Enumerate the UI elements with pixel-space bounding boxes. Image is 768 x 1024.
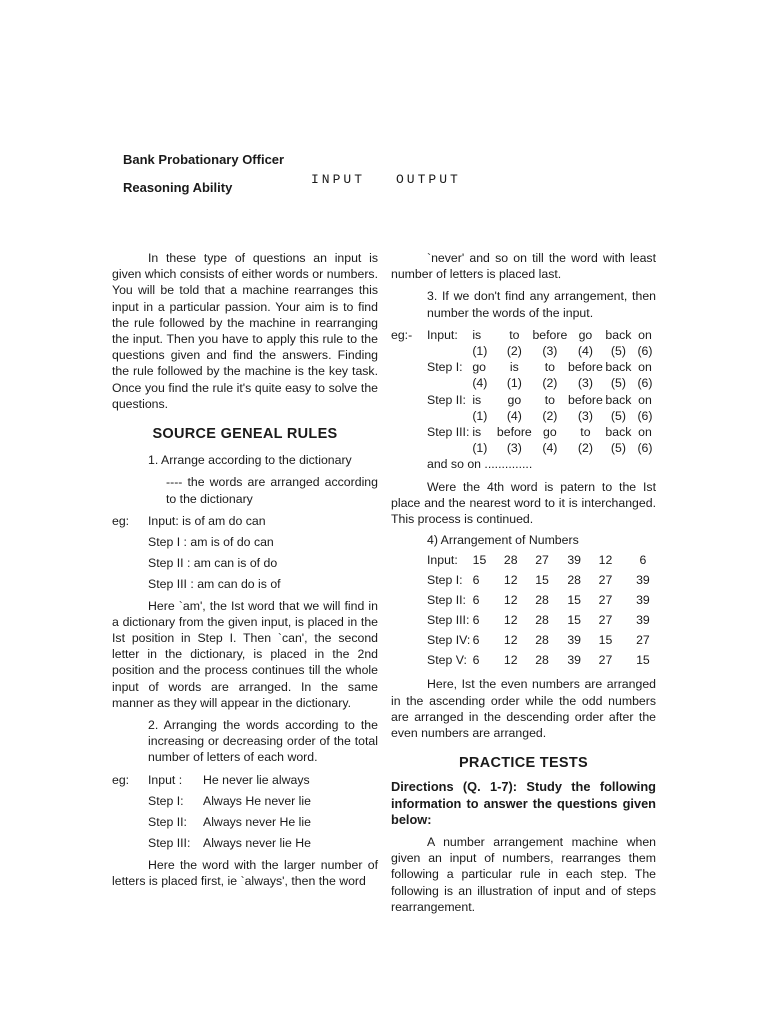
value-cell: 27 [598, 593, 613, 608]
value-cell: 28 [503, 553, 518, 568]
row-label-cell [427, 440, 472, 456]
value-cell: is [509, 360, 519, 375]
eg1-label: eg: [112, 513, 130, 528]
eg2-key: Input : [148, 772, 183, 787]
value-cell: (6) [637, 344, 653, 359]
word-table-row [427, 424, 656, 440]
eg2-row [112, 814, 378, 830]
row-label-cell: Step III: [427, 425, 470, 440]
word-table-row [427, 343, 656, 359]
value-cell: 28 [535, 653, 549, 668]
value-cell: 28 [535, 633, 549, 648]
continuation-paragraph: `never' and so on till the word with least number of letters is placed last. [391, 251, 656, 282]
value-cell: (4) [542, 441, 558, 456]
value-cell: go [543, 425, 557, 440]
row-label-cell: Input: [427, 327, 458, 342]
value-cell: to [544, 392, 555, 407]
number-table-row [427, 632, 656, 652]
value-cell: 6 [472, 573, 480, 588]
value-cell: (1) [472, 344, 488, 359]
value-cell: 12 [503, 633, 518, 648]
value-cell: go [507, 392, 522, 407]
row-label-cell: Step I: [427, 573, 463, 588]
practice-tests-heading: PRACTICE TESTS [458, 755, 589, 772]
value-cell: 28 [535, 593, 549, 608]
eg2-row [112, 835, 378, 851]
number-table-row [427, 652, 656, 672]
value-cell: is [472, 425, 482, 440]
row-label-cell: Step III: [427, 613, 470, 628]
eg2-value: Always never He lie [203, 815, 311, 830]
row-label-cell [427, 408, 472, 424]
number-arrangement-table [427, 552, 656, 672]
value-cell: (6) [637, 376, 653, 391]
header-subtitle: Reasoning Ability [123, 180, 233, 195]
eg3-block [391, 327, 656, 457]
and-so-on: and so on .............. [427, 457, 533, 472]
eg2-value: He never lie always [203, 772, 310, 787]
paragraph-2: Here `am', the Ist word that we will find in a dictionary from the given input, is placed in the Ist position in Step I. Then `can', the second letter in the dictionary, is placed in the 2nd position and the process continues till the whole input of words are arranged. In the same manner as they will appear in the dictionary. [112, 598, 378, 710]
value-cell: 12 [503, 573, 518, 588]
header-output-label: OUTPUT [396, 172, 461, 187]
value-cell: 39 [567, 553, 582, 568]
value-cell: 27 [598, 653, 613, 668]
value-cell: back [605, 360, 632, 375]
eg2-key: Step III: [148, 836, 191, 851]
number-table-row [427, 572, 656, 592]
rule3-title: 3. If we don't find any arrangement, then number the words of the input. [427, 289, 656, 320]
eg2-key: Step I: [148, 793, 184, 808]
word-numbering-table [427, 327, 656, 457]
row-label-cell: Step II: [427, 593, 466, 608]
directions: Directions (Q. 1-7): Study the following information to answer the questions given below: [391, 779, 656, 827]
value-cell: 27 [598, 573, 613, 588]
value-cell: on [638, 392, 652, 407]
row-label-cell: Step II: [427, 392, 466, 407]
source-rules-heading: SOURCE GENEAL RULES [152, 426, 338, 443]
value-cell: 27 [535, 553, 549, 568]
row-label-cell [427, 343, 472, 359]
value-cell: is [472, 392, 482, 407]
value-cell: before [567, 392, 603, 407]
value-cell: (3) [577, 408, 593, 423]
value-cell: 12 [598, 553, 613, 568]
row-label-cell: Input: [427, 553, 458, 568]
value-cell: (5) [610, 344, 626, 359]
value-cell: 6 [472, 633, 480, 648]
value-cell: 39 [636, 613, 650, 628]
value-cell: (1) [472, 441, 488, 456]
value-cell: (1) [472, 408, 488, 423]
rule2-title: 2. Arranging the words according to the increasing or decreasing order of the total number of letters of each word. [148, 718, 378, 765]
number-table-row [427, 592, 656, 612]
value-cell: 39 [636, 593, 650, 608]
paragraph-3: Here the word with the larger number of letters is placed first, ie `always', then the word [112, 857, 378, 888]
value-cell: 27 [636, 633, 650, 648]
value-cell: (3) [577, 376, 593, 391]
value-cell: (5) [610, 408, 626, 423]
value-cell: 39 [567, 653, 582, 668]
value-cell: (6) [637, 441, 653, 456]
rule4-title: 4) Arrangement of Numbers [427, 533, 579, 548]
value-cell: 15 [472, 553, 487, 568]
value-cell: 6 [639, 553, 647, 568]
value-cell: (6) [637, 408, 653, 423]
eg1-input-row [112, 513, 378, 529]
value-cell: back [605, 392, 632, 407]
value-cell: back [605, 327, 632, 342]
row-label-cell: Step V: [427, 653, 467, 668]
value-cell: (2) [542, 376, 558, 391]
value-cell: 12 [503, 593, 518, 608]
word-table-row [427, 359, 656, 375]
eg1-step3: Step III : am can do is of [148, 577, 281, 592]
number-table-row [427, 612, 656, 632]
value-cell: (4) [506, 408, 522, 423]
value-cell: 39 [636, 573, 650, 588]
value-cell: go [578, 327, 593, 342]
value-cell: (4) [577, 344, 593, 359]
value-cell: (3) [542, 344, 558, 359]
eg2-key: Step II: [148, 815, 187, 830]
paragraph-5: Here, Ist the even numbers are arranged in the ascending order while the odd numbers are arranged in the descending order after the even numbers are arranged. [391, 677, 656, 741]
numbers-block [391, 552, 656, 672]
rule1-title: 1. Arrange according to the dictionary [148, 453, 352, 468]
value-cell: 6 [472, 593, 480, 608]
eg2-block [112, 772, 378, 852]
header-title: Bank Probationary Officer [123, 152, 285, 167]
value-cell: is [472, 327, 482, 342]
value-cell: 15 [598, 633, 613, 648]
value-cell: 15 [567, 613, 582, 628]
eg2-value: Always never lie He [203, 836, 311, 851]
value-cell: 28 [567, 573, 582, 588]
eg1-step2: Step II : am can is of do [148, 556, 278, 571]
value-cell: to [509, 327, 520, 342]
value-cell: (2) [577, 441, 593, 456]
value-cell: to [544, 360, 555, 375]
row-label-cell [427, 375, 472, 391]
value-cell: on [638, 360, 652, 375]
value-cell: before [532, 327, 568, 342]
value-cell: on [638, 327, 652, 342]
value-cell: (5) [610, 441, 626, 456]
eg1-input: Input: is of am do can [148, 513, 266, 528]
value-cell: (2) [542, 408, 558, 423]
word-table-row [427, 327, 656, 343]
value-cell: back [605, 425, 632, 440]
value-cell: 39 [567, 633, 582, 648]
word-table-row [427, 408, 656, 424]
value-cell: 28 [535, 613, 549, 628]
word-table-row [427, 440, 656, 456]
value-cell: 12 [503, 613, 518, 628]
eg1-step1: Step I : am is of do can [148, 535, 274, 550]
value-cell: 15 [636, 653, 650, 668]
right-column [391, 250, 656, 915]
value-cell: before [567, 360, 603, 375]
eg2-label: eg: [112, 772, 130, 787]
value-cell: 15 [535, 573, 549, 588]
value-cell: (5) [610, 376, 626, 391]
eg2-value: Always He never lie [203, 793, 311, 808]
value-cell: 27 [598, 613, 613, 628]
value-cell: 15 [567, 593, 582, 608]
value-cell: 6 [472, 613, 480, 628]
eg3-label: eg:- [391, 327, 413, 342]
value-cell: (2) [506, 344, 522, 359]
number-table-row [427, 552, 656, 572]
value-cell: 12 [503, 653, 518, 668]
word-table-row [427, 375, 656, 391]
word-table-row [427, 392, 656, 408]
value-cell: 6 [472, 653, 480, 668]
value-cell: (3) [506, 441, 522, 456]
row-label-cell: Step IV: [427, 633, 471, 648]
value-cell: go [472, 360, 487, 375]
value-cell: before [496, 425, 532, 440]
header-input-label: INPUT [311, 172, 366, 187]
value-cell: on [638, 425, 652, 440]
rule1-description: ---- the words are arranged according to the dictionary [166, 475, 378, 506]
intro-paragraph: In these type of questions an input is given which consists of either words or numbers. You will be told that a machine rearranges this input in a particular passion. Your aim is to find the rule followed by the machine in rearranging the input. Then you have to apply this rule to the questions given and find the answers. Finding the rule followed by the machine is the key task. Once you find the rule it's quite easy to solve the questions. [112, 251, 378, 411]
eg2-row [112, 793, 378, 809]
value-cell: (1) [506, 376, 522, 391]
value-cell: (4) [472, 376, 488, 391]
paragraph-4: Were the 4th word is patern to the Ist place and the nearest word to it is interchanged. This process is continued. [391, 479, 656, 527]
left-column [112, 250, 378, 889]
value-cell: to [580, 425, 591, 440]
row-label-cell: Step I: [427, 360, 463, 375]
eg2-row [112, 772, 378, 788]
paragraph-6: A number arrangement machine when given an input of numbers, rearranges them following a particular rule in each step. The following is an illustration of input and of steps rearrangement. [391, 835, 656, 914]
